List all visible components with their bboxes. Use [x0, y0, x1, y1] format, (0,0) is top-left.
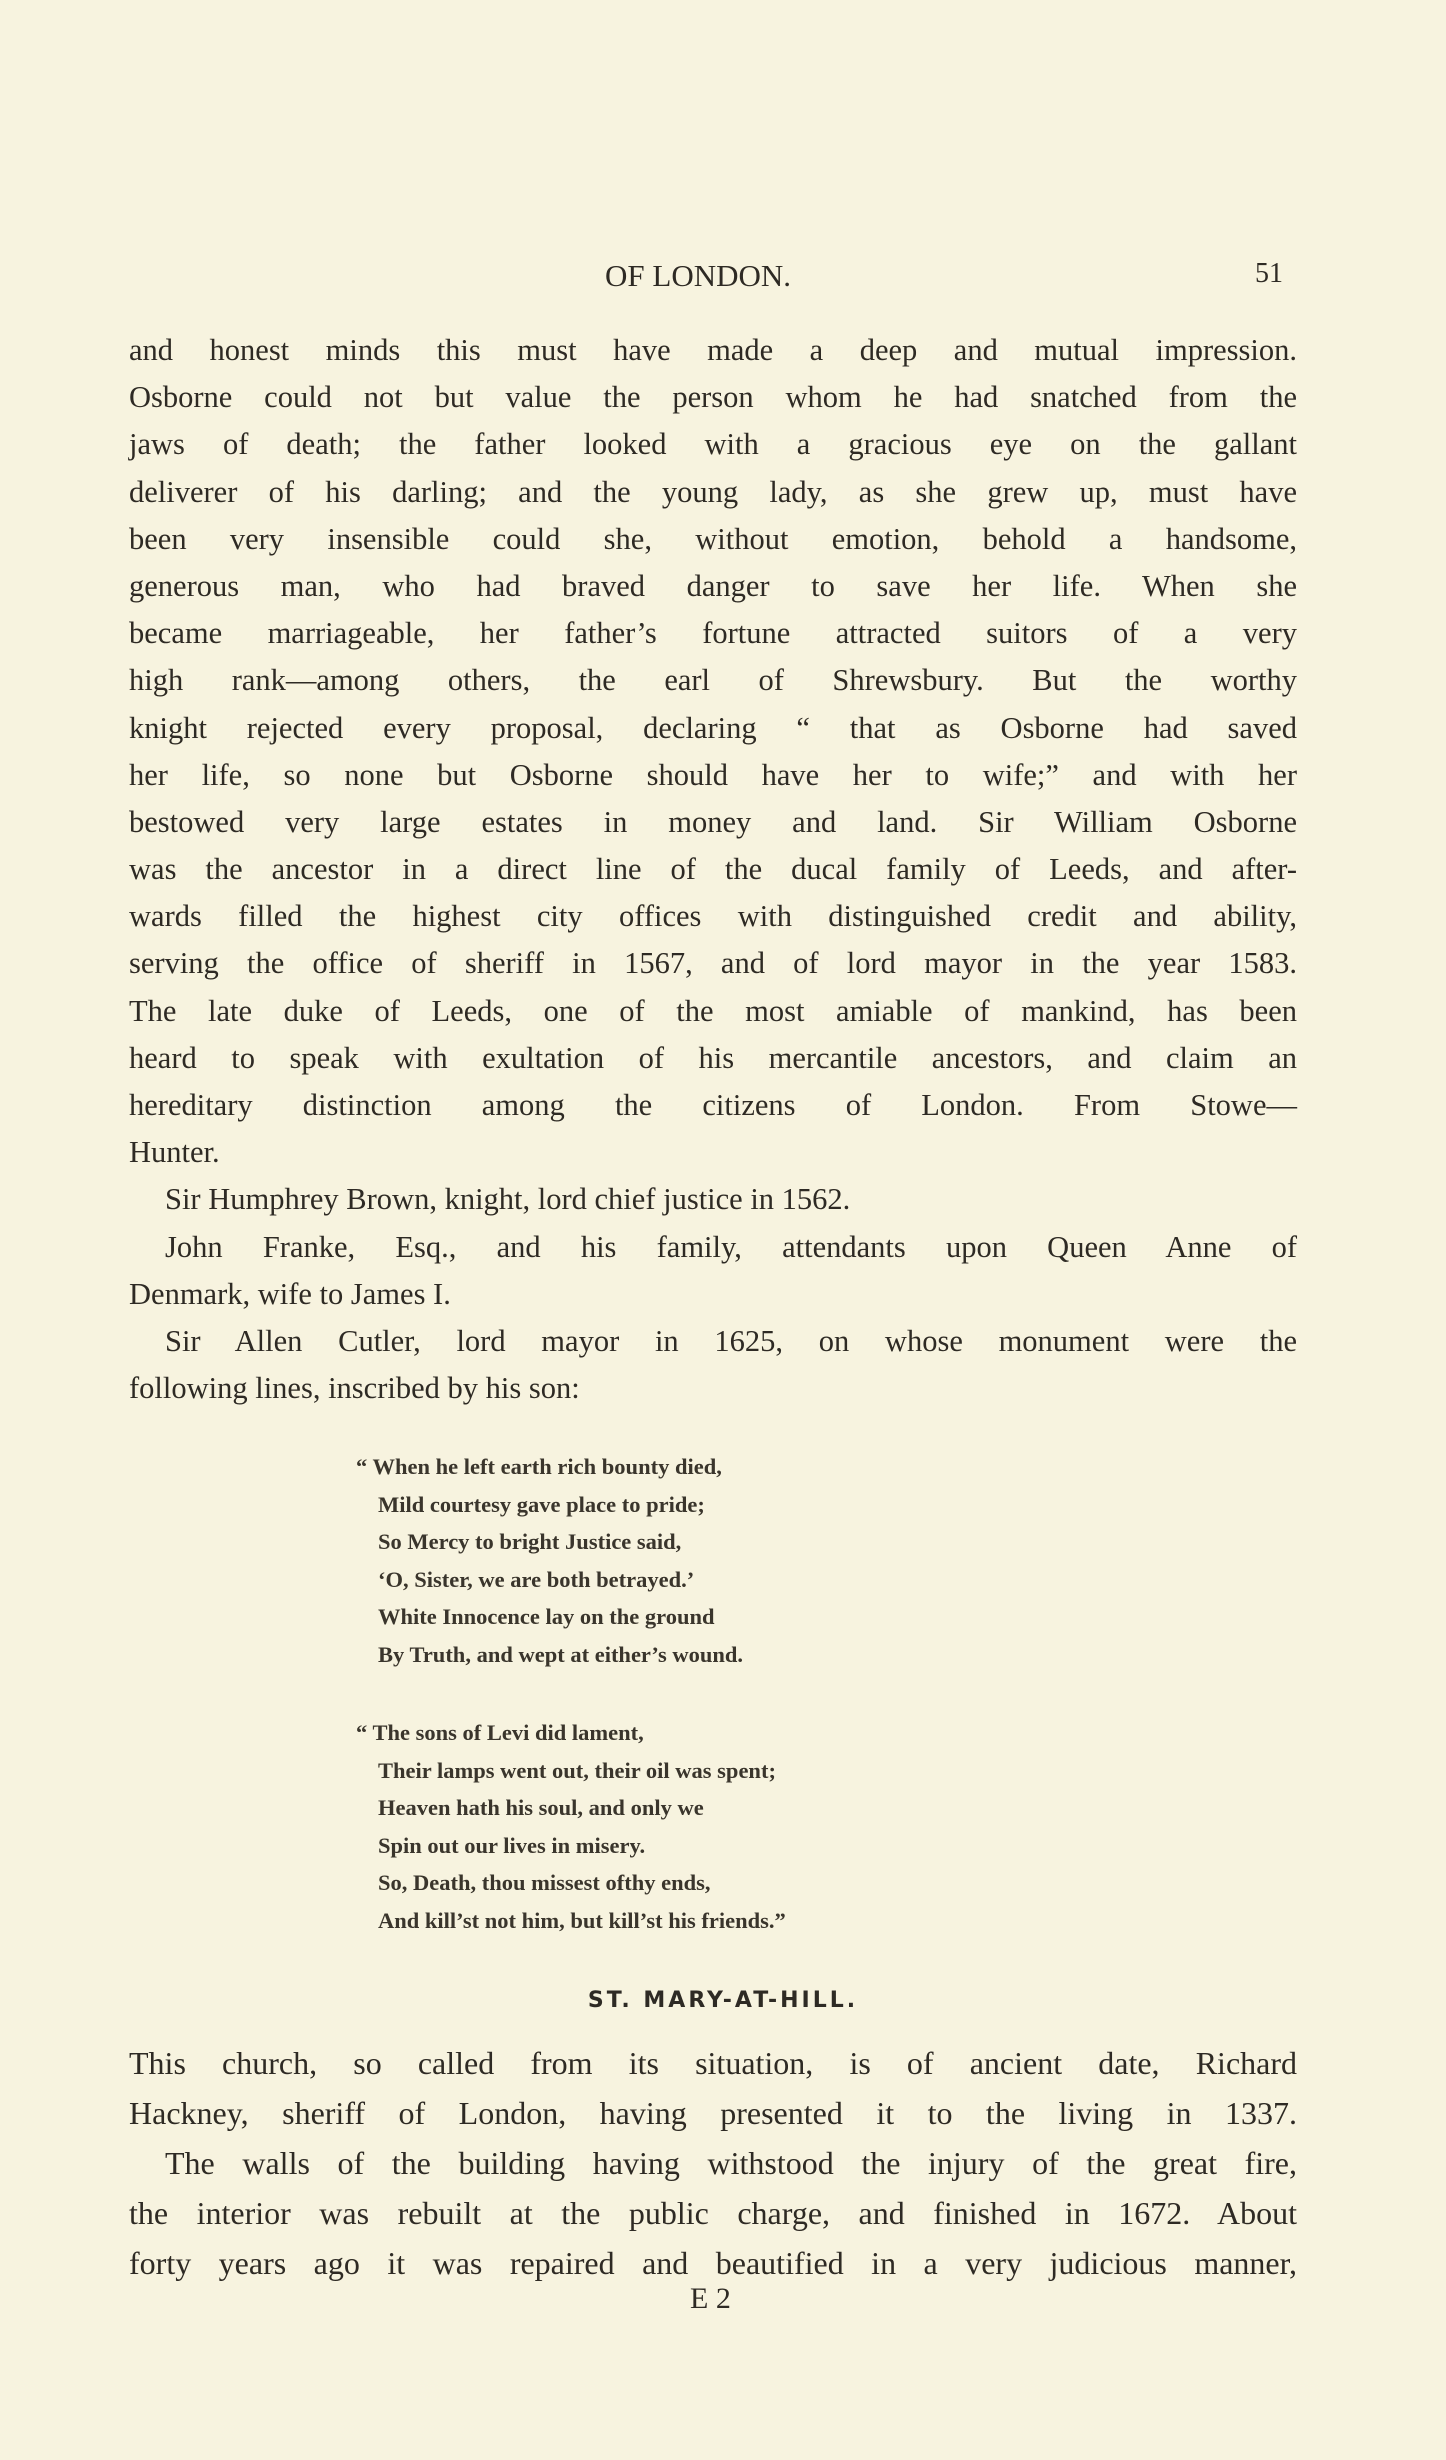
poem-line: ‘O, Sister, we are both betrayed.’ [378, 1566, 695, 1592]
header-title: OF LONDON. [605, 258, 791, 293]
poem-line: And kill’st not him, but kill’st his friends.” [378, 1907, 786, 1933]
text-line: deliverer of his darling; and the young lady, as she grew up, must have [129, 474, 1297, 509]
poem-line: Spin out our lives in misery. [378, 1832, 646, 1858]
text-line: the interior was rebuilt at the public charge, and finished in 1672. About [129, 2195, 1297, 2231]
text-line: heard to speak with exultation of his mercantile ancestors, and claim an [129, 1040, 1297, 1075]
signature-mark: E 2 [690, 2282, 731, 2315]
text-line: John Franke, Esq., and his family, attendants upon Queen Anne of [165, 1229, 1297, 1264]
poem-line: By Truth, and wept at either’s wound. [378, 1641, 744, 1667]
text-line: hereditary distinction among the citizens of London. From Stowe— [129, 1088, 1297, 1122]
text-line: was the ancestor in a direct line of the ducal family of Leeds, and after- [129, 852, 1297, 887]
text-line: Sir Allen Cutler, lord mayor in 1625, on whose monument were the [165, 1323, 1297, 1358]
text-line: This church, so called from its situation, is of ancient date, Richard [129, 2045, 1297, 2081]
text-line: Denmark, wife to James I. [129, 1276, 451, 1311]
poem-stanza-2 [356, 1714, 786, 1939]
poem-line: So Mercy to bright Justice said, [378, 1529, 682, 1554]
text-line: The late duke of Leeds, one of the most amiable of mankind, has been [129, 993, 1297, 1028]
poem-line: Their lamps went out, their oil was spent; [378, 1757, 776, 1783]
text-line: forty years ago it was repaired and beautified in a very judicious manner, [129, 2245, 1297, 2281]
text-line: and honest minds this must have made a deep and mutual impression. [129, 333, 1297, 367]
poem-line: “ The sons of Levi did lament, [356, 1720, 644, 1745]
poem-line: White Innocence lay on the ground [378, 1604, 715, 1629]
section-text [129, 2038, 1297, 2288]
text-line: knight rejected every proposal, declaring “ that as Osborne had saved [129, 710, 1297, 745]
text-line: Osborne could not but value the person whom he had snatched from the [129, 380, 1297, 415]
section-heading: ST. MARY-AT-HILL. [587, 1988, 859, 2013]
poem-line: So, Death, thou missest ofthy ends, [378, 1870, 711, 1895]
poem-stanza-1 [356, 1448, 744, 1673]
text-line: generous man, who had braved danger to save her life. When she [129, 568, 1297, 603]
poem-line: Mild courtesy gave place to pride; [378, 1491, 705, 1517]
text-line: jaws of death; the father looked with a gracious eye on the gallant [129, 427, 1297, 462]
body-text [129, 327, 1297, 1412]
poem-line: Heaven hath his soul, and only we [378, 1795, 704, 1820]
text-line: became marriageable, her father’s fortune attracted suitors of a very [129, 616, 1297, 651]
text-line: The walls of the building having withstood the injury of the great fire, [165, 2145, 1297, 2181]
text-line: Sir Humphrey Brown, knight, lord chief justice in 1562. [165, 1182, 851, 1217]
text-line: Hackney, sheriff of London, having presented it to the living in 1337. [129, 2095, 1297, 2131]
text-line: following lines, inscribed by his son: [129, 1371, 580, 1406]
text-line: been very insensible could she, without emotion, behold a handsome, [129, 521, 1297, 556]
text-line: her life, so none but Osborne should have her to wife;” and with her [129, 757, 1297, 792]
text-line: Hunter. [129, 1135, 220, 1170]
text-line: serving the office of sheriff in 1567, and of lord mayor in the year 1583. [129, 946, 1297, 981]
text-line: bestowed very large estates in money and land. Sir William Osborne [129, 804, 1297, 839]
page-number: 51 [1255, 258, 1283, 289]
text-line: wards filled the highest city offices with distinguished credit and ability, [129, 899, 1297, 934]
text-line: high rank—among others, the earl of Shrewsbury. But the worthy [129, 663, 1297, 698]
poem-line: “ When he left earth rich bounty died, [356, 1454, 722, 1479]
